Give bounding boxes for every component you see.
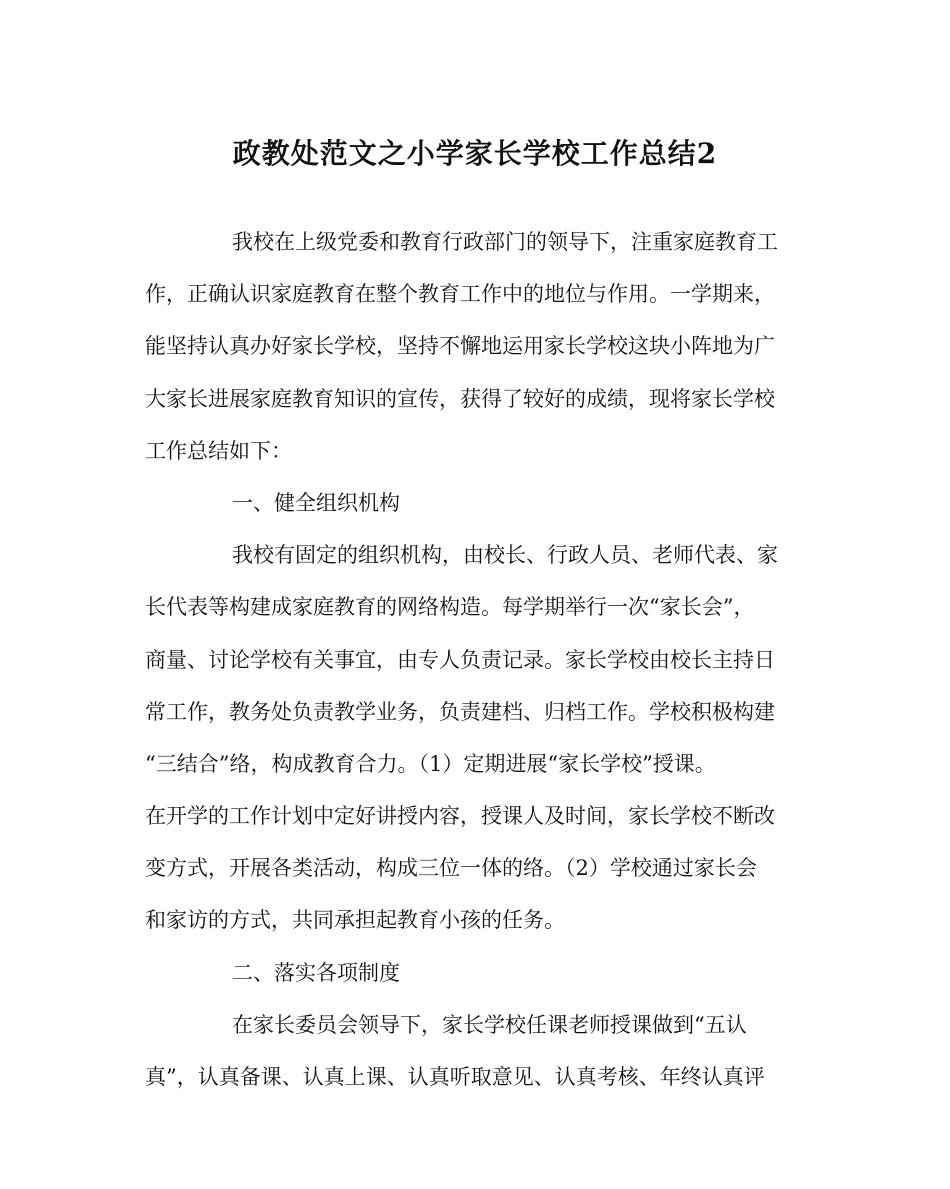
document-title: 政教处范文之小学家长学校工作总结2 (232, 137, 718, 170)
paragraph-line: 真”，认真备课、认真上课、认真听取意见、认真考核、年终认真评 (145, 1065, 765, 1089)
paragraph-line: 我校在上级党委和教育行政部门的领导下，注重家庭教育工 (232, 230, 778, 254)
paragraph-line: 大家长进展家庭教育知识的宣传，获得了较好的成绩，现将家长学校 (145, 386, 775, 411)
paragraph-line: 和家访的方式，共同承担起教育小孩的任务。 (145, 908, 565, 933)
paragraph-line: 常工作，教务处负责教学业务，负责建档、归档工作。学校积极构建 (145, 699, 775, 724)
section-heading: 一、健全组织机构 (232, 490, 400, 515)
paragraph-line: 作，正确认识家庭教育在整个教育工作中的地位与作用。一学期来， (145, 282, 775, 307)
paragraph-line: 我校有固定的组织机构，由校长、行政人员、老师代表、家 (232, 543, 778, 568)
section-heading: 二、落实各项制度 (232, 960, 400, 985)
paragraph-line: 长代表等构建成家庭教育的网络构造。每学期举行一次“家长会”， (145, 595, 755, 620)
paragraph-line: 变方式，开展各类活动，构成三位一体的络。（2）学校通过家长会 (145, 856, 757, 881)
paragraph-line: 在家长委员会领导下，家长学校任课老师授课做到“五认 (232, 1012, 747, 1037)
paragraph-line: 商量、讨论学校有关事宜，由专人负责记录。家长学校由校长主持日 (145, 647, 775, 672)
document-body (145, 216, 805, 1103)
paragraph-line: 能坚持认真办好家长学校，坚持不懈地运用家长学校这块小阵地为广 (145, 334, 775, 359)
paragraph-line: “三结合”络，构成教育合力。（1）定期进展“家长学校”授课。 (145, 751, 716, 776)
paragraph-line: 在开学的工作计划中定好讲授内容，授课人及时间，家长学校不断改 (145, 804, 775, 829)
paragraph-line: 工作总结如下： (145, 438, 292, 463)
